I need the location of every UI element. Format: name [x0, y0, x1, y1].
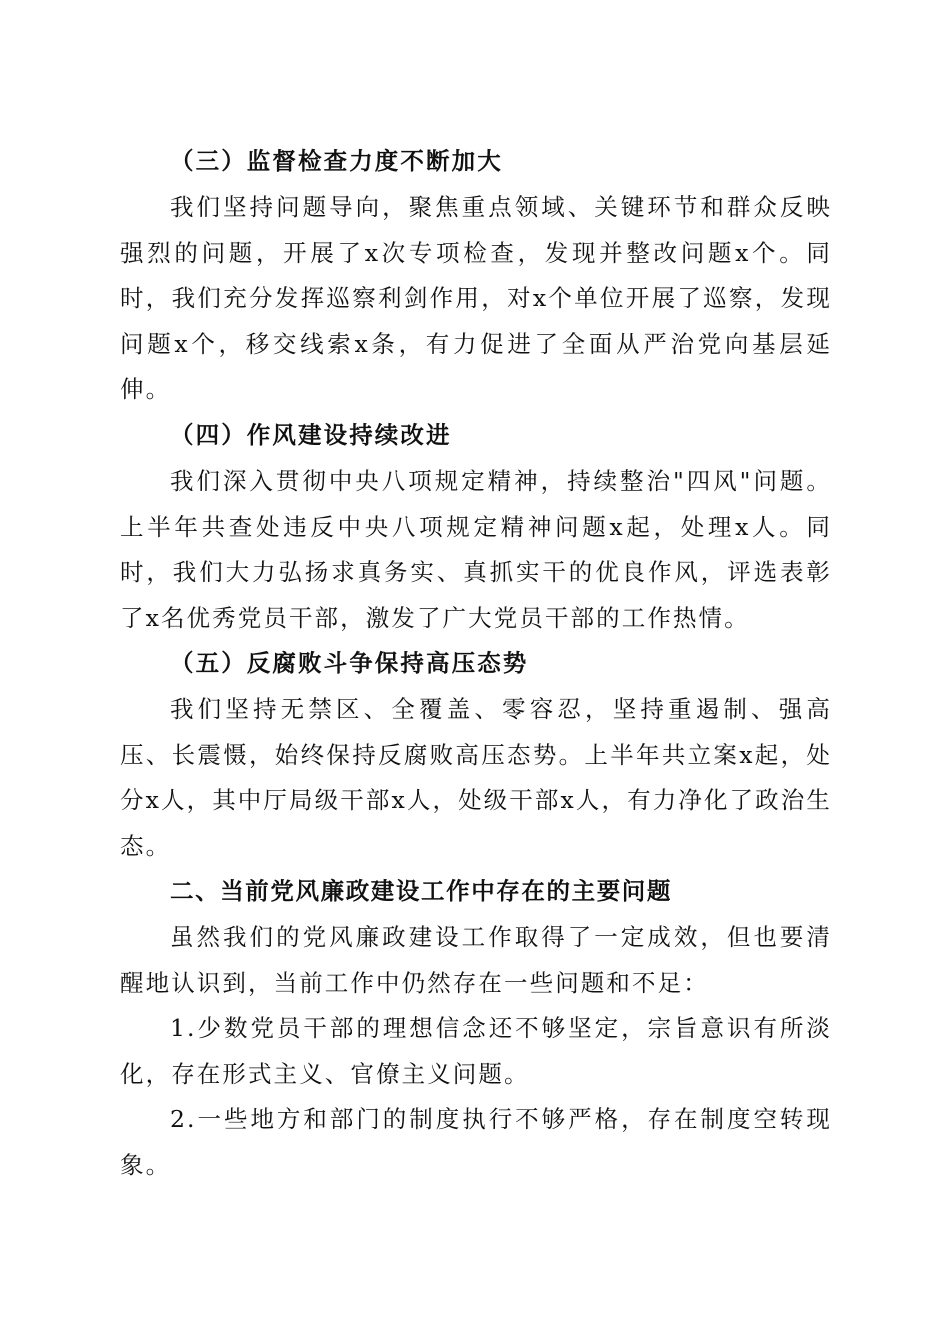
problem-item-1: 1.少数党员干部的理想信念还不够坚定，宗旨意识有所淡化，存在形式主义、官僚主义问题。: [120, 1014, 832, 1088]
section-heading-3: （三）监督检查力度不断加大: [170, 147, 503, 175]
section-body-5: 我们坚持无禁区、全覆盖、零容忍，坚持重遏制、强高压、长震慑，始终保持反腐败高压态势。上半年共立案x起，处分x人，其中厅局级干部x人，处级干部x人，有力净化了政治生态。: [120, 695, 832, 860]
section-heading-5: （五）反腐败斗争保持高压态势: [170, 649, 529, 677]
part-two-intro: 虽然我们的党风廉政建设工作取得了一定成效，但也要清醒地认识到，当前工作中仍然存在一些问题和不足：: [120, 923, 832, 997]
section-heading-4: （四）作风建设持续改进: [170, 421, 452, 449]
problem-item-2: 2.一些地方和部门的制度执行不够严格，存在制度空转现象。: [120, 1105, 832, 1179]
part-two-heading: 二、当前党风廉政建设工作中存在的主要问题: [170, 877, 672, 905]
section-body-4: 我们深入贯彻中央八项规定精神，持续整治"四风"问题。上半年共查处违反中央八项规定精神问题x起，处理x人。同时，我们大力弘扬求真务实、真抓实干的优良作风，评选表彰了x名优秀党员干部，激发了广大党员干部的工作热情。: [120, 467, 832, 632]
section-body-3: 我们坚持问题导向，聚焦重点领域、关键环节和群众反映强烈的问题，开展了x次专项检查，发现并整改问题x个。同时，我们充分发挥巡察利剑作用，对x个单位开展了巡察，发现问题x个，移交线索x条，有力促进了全面从严治党向基层延伸。: [120, 193, 832, 403]
